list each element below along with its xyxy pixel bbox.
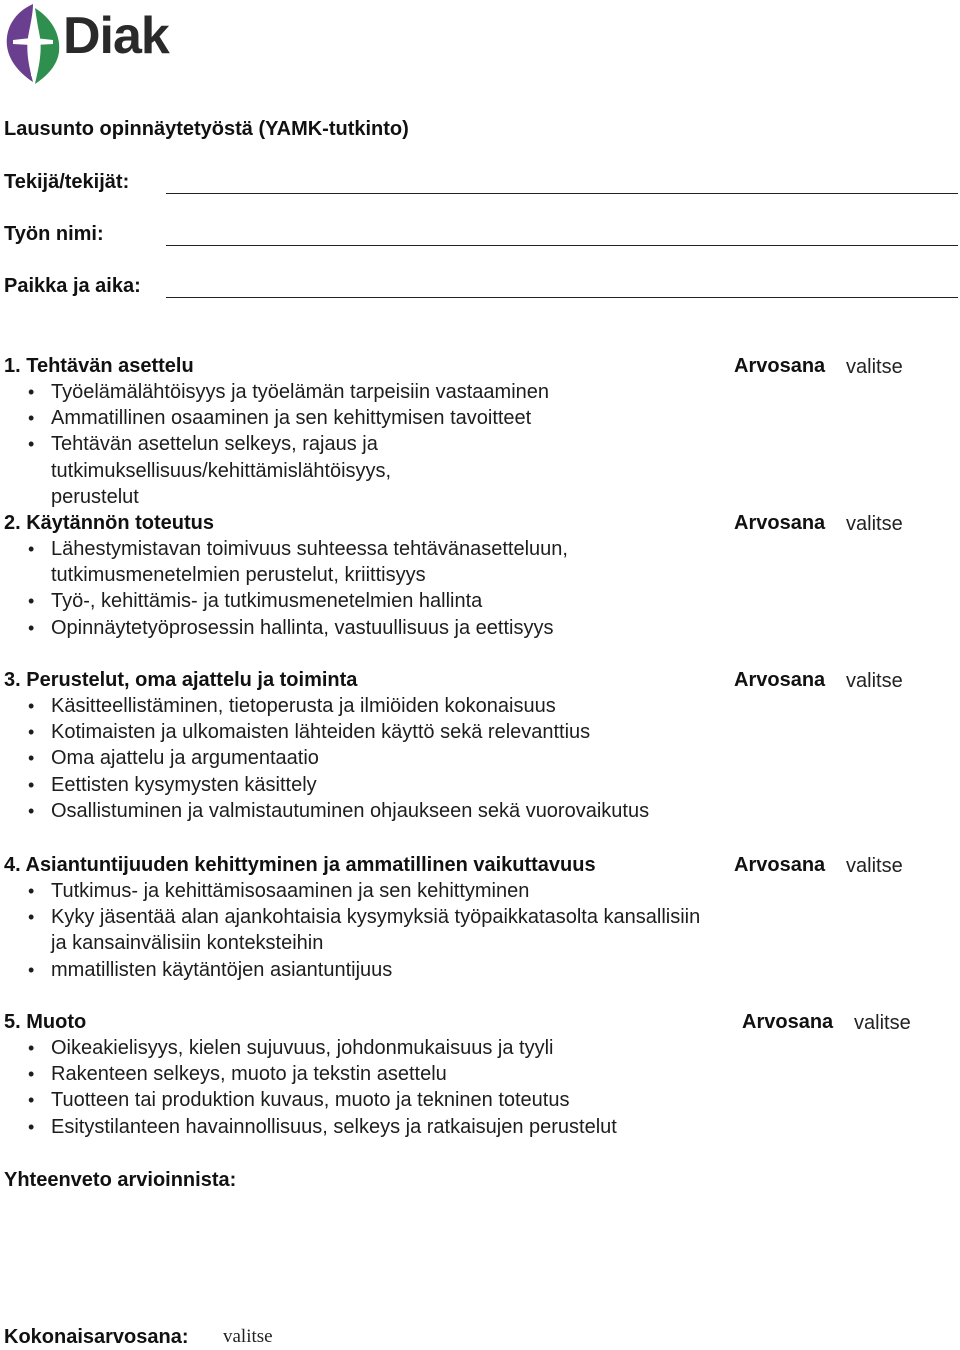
list-item: • Ammatillinen osaaminen ja sen kehittymisen tavoitteet: [28, 407, 532, 430]
list-item: • Eettisten kysymysten käsittely: [28, 773, 317, 796]
thesis-name-input-line[interactable]: [166, 245, 958, 246]
grade-label: Arvosana: [742, 1011, 834, 1033]
section-title: 2. Käytännön toteutus: [4, 512, 215, 534]
grade-label: Arvosana: [734, 669, 826, 691]
total-grade-select[interactable]: valitse: [223, 1326, 273, 1347]
authors-label: Tekijä/tekijät:: [4, 171, 130, 193]
list-item: • mmatillisten käytäntöjen asiantuntijuus: [28, 958, 393, 981]
grade-select[interactable]: valitse: [854, 1012, 911, 1034]
criteria-list: [4, 1035, 954, 1140]
list-item: • Kotimaisten ja ulkomaisten lähteiden käyttö sekä relevanttius: [28, 721, 591, 744]
criteria-list: [4, 878, 954, 983]
grade-label: Arvosana: [734, 512, 826, 534]
logo-wordmark: Diak: [63, 7, 169, 65]
place-date-label: Paikka ja aika:: [4, 275, 141, 297]
section-2: [4, 510, 954, 641]
section-title: 4. Asiantuntijuuden kehittyminen ja ammatillinen vaikuttavuus: [4, 854, 596, 876]
list-item: • Opinnäytetyöprosessin hallinta, vastuullisuus ja eettisyys: [28, 616, 554, 639]
list-item: • Tutkimus- ja kehittämisosaaminen ja sen kehittyminen: [28, 880, 530, 902]
grade-select[interactable]: valitse: [846, 356, 903, 378]
grade-label: Arvosana: [734, 854, 826, 876]
grade-select[interactable]: valitse: [846, 670, 903, 692]
criteria-list: [4, 693, 954, 824]
list-item: • Oma ajattelu ja argumentaatio: [28, 747, 319, 770]
list-item: • Kyky jäsentää alan ajankohtaisia kysymyksiä työpaikkatasolta kansallisiin ja kansainvälisiin konteksteihin: [28, 906, 701, 955]
section-3: [4, 667, 954, 824]
document-title: Lausunto opinnäytetyöstä (YAMK-tutkinto): [4, 118, 409, 140]
list-item: • Tuotteen tai produktion kuvaus, muoto ja tekninen toteutus: [28, 1089, 570, 1112]
list-item: • Esitystilanteen havainnollisuus, selkeys ja ratkaisujen perustelut: [28, 1115, 617, 1138]
list-item: • Rakenteen selkeys, muoto ja tekstin asettelu: [28, 1063, 447, 1086]
criteria-list: [4, 536, 954, 641]
list-item: • Työelämälähtöisyys ja työelämän tarpeisiin vastaaminen: [28, 381, 550, 403]
section-title: 1. Tehtävän asettelu: [4, 355, 194, 377]
section-title: 3. Perustelut, oma ajattelu ja toiminta: [4, 669, 358, 691]
grade-select[interactable]: valitse: [846, 513, 903, 535]
thesis-name-label: Työn nimi:: [4, 223, 104, 245]
section-4: [4, 852, 954, 983]
summary-label: Yhteenveto arvioinnista:: [4, 1169, 237, 1191]
grade-label: Arvosana: [734, 355, 826, 377]
diak-logo-mark: [3, 2, 67, 86]
criteria-list: [4, 379, 954, 510]
list-item: • Tehtävän asettelun selkeys, rajaus ja tutkimuksellisuus/kehittämislähtöisyys, perustelut: [28, 433, 392, 508]
section-1: [4, 353, 954, 510]
list-item: • Käsitteellistäminen, tietoperusta ja ilmiöiden kokonaisuus: [28, 695, 556, 717]
authors-input-line[interactable]: [166, 193, 958, 194]
list-item: • Työ-, kehittämis- ja tutkimusmenetelmien hallinta: [28, 590, 483, 613]
place-date-input-line[interactable]: [166, 297, 958, 298]
grade-select[interactable]: valitse: [846, 855, 903, 877]
list-item: • Lähestymistavan toimivuus suhteessa tehtävänasetteluun, tutkimusmenetelmien perustelut, kriittisyys: [28, 538, 568, 587]
list-item: • Osallistuminen ja valmistautuminen ohjaukseen sekä vuorovaikutus: [28, 799, 650, 822]
list-item: • Oikeakielisyys, kielen sujuvuus, johdonmukaisuus ja tyyli: [28, 1037, 554, 1059]
section-5: [4, 1009, 954, 1140]
section-title: 5. Muoto: [4, 1011, 87, 1033]
total-grade-label: Kokonaisarvosana:: [4, 1326, 189, 1348]
